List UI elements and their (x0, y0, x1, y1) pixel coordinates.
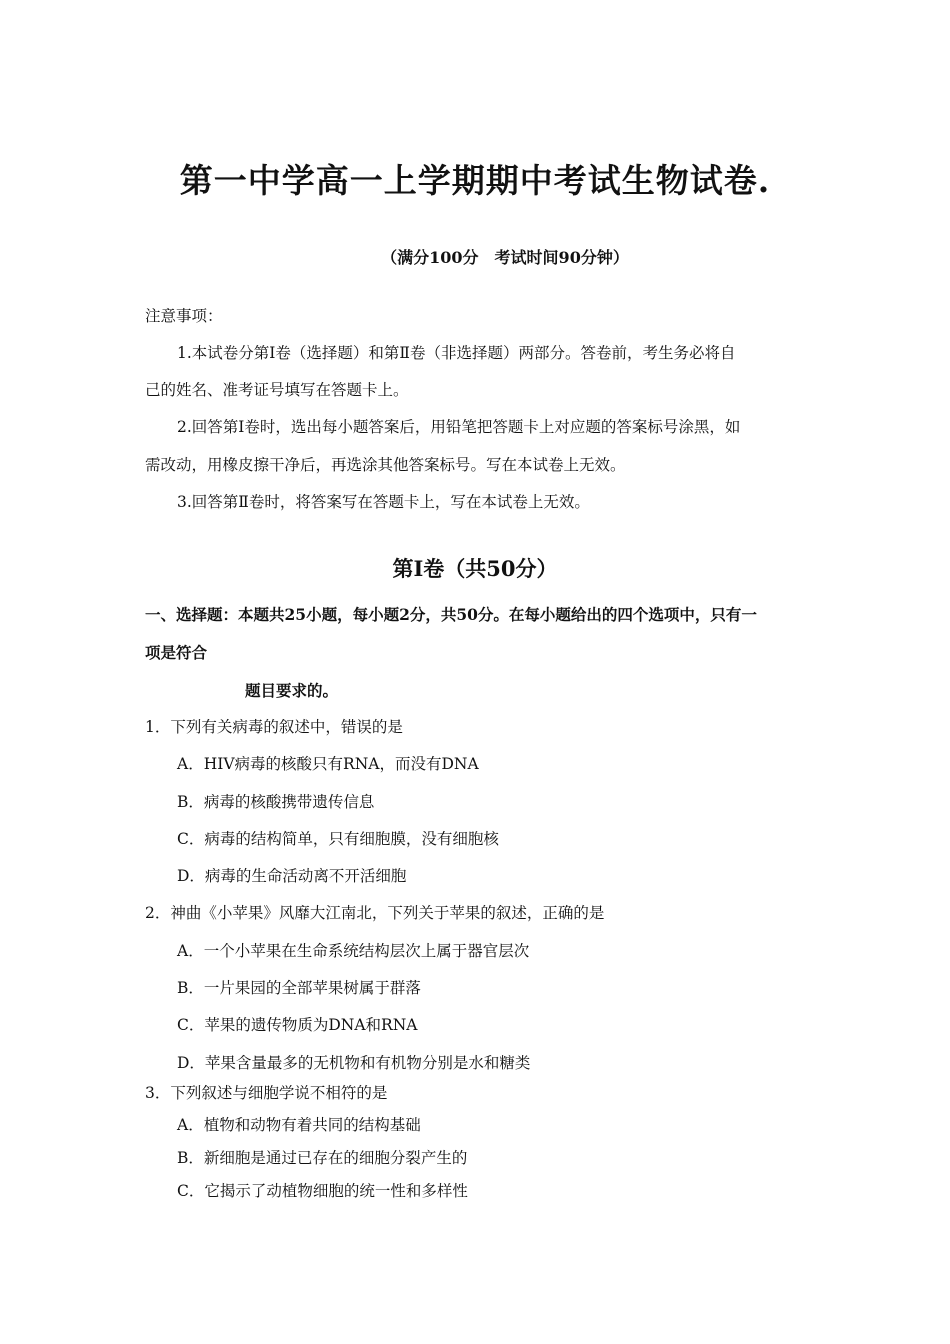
instruction-line-3: 题目要求的。 (245, 681, 339, 700)
question-2-option-a: A．一个小苹果在生命系统结构层次上属于器官层次 (177, 942, 530, 960)
question-3-option-b: B．新细胞是通过已存在的细胞分裂产生的 (177, 1149, 468, 1167)
page-title: 第一中学高一上学期期中考试生物试卷. (179, 161, 771, 200)
question-1-option-a: A．HIV病毒的核酸只有RNA，而没有DNA (177, 755, 479, 773)
notice-item-2-line-2: 需改动，用橡皮擦干净后，再选涂其他答案标号。写在本试卷上无效。 (145, 456, 626, 474)
notice-item-3: 3.回答第Ⅱ卷时，将答案写在答题卡上，写在本试卷上无效。 (177, 493, 590, 511)
question-3-stem: 3．下列叙述与细胞学说不相符的是 (145, 1084, 388, 1102)
question-1-option-b: B．病毒的核酸携带遗传信息 (177, 793, 375, 811)
question-2-stem: 2．神曲《小苹果》风靡大江南北，下列关于苹果的叙述，正确的是 (145, 904, 605, 922)
question-2-option-b: B．一片果园的全部苹果树属于群落 (177, 979, 421, 997)
section-title: 第I卷（共50分） (392, 556, 558, 581)
question-3-option-c: C．它揭示了动植物细胞的统一性和多样性 (177, 1182, 468, 1200)
notice-item-2-line-1: 2.回答第I卷时，选出每小题答案后，用铅笔把答题卡上对应题的答案标号涂黑，如 (177, 418, 741, 436)
exam-subtitle: （满分100分 考试时间90分钟） (381, 248, 629, 267)
question-3-option-a: A．植物和动物有着共同的结构基础 (177, 1116, 421, 1134)
notice-item-1-line-2: 己的姓名、准考证号填写在答题卡上。 (145, 381, 409, 399)
instruction-line-2: 项是符合 (145, 643, 208, 662)
instruction-line-1: 一、选择题：本题共25小题，每小题2分，共50分。在每小题给出的四个选项中，只有一 (145, 605, 757, 624)
question-1-option-d: D．病毒的生命活动离不开活细胞 (177, 867, 407, 885)
question-1-stem: 1．下列有关病毒的叙述中，错误的是 (145, 718, 403, 736)
question-2-option-c: C．苹果的遗传物质为DNA和RNA (177, 1016, 418, 1034)
notice-item-1-line-1: 1.本试卷分第I卷（选择题）和第Ⅱ卷（非选择题）两部分。答卷前，考生务必将自 (177, 344, 736, 362)
notice-heading: 注意事项： (145, 307, 223, 325)
question-1-option-c: C．病毒的结构简单，只有细胞膜，没有细胞核 (177, 830, 499, 848)
question-2-option-d: D．苹果含量最多的无机物和有机物分别是水和糖类 (177, 1054, 531, 1072)
